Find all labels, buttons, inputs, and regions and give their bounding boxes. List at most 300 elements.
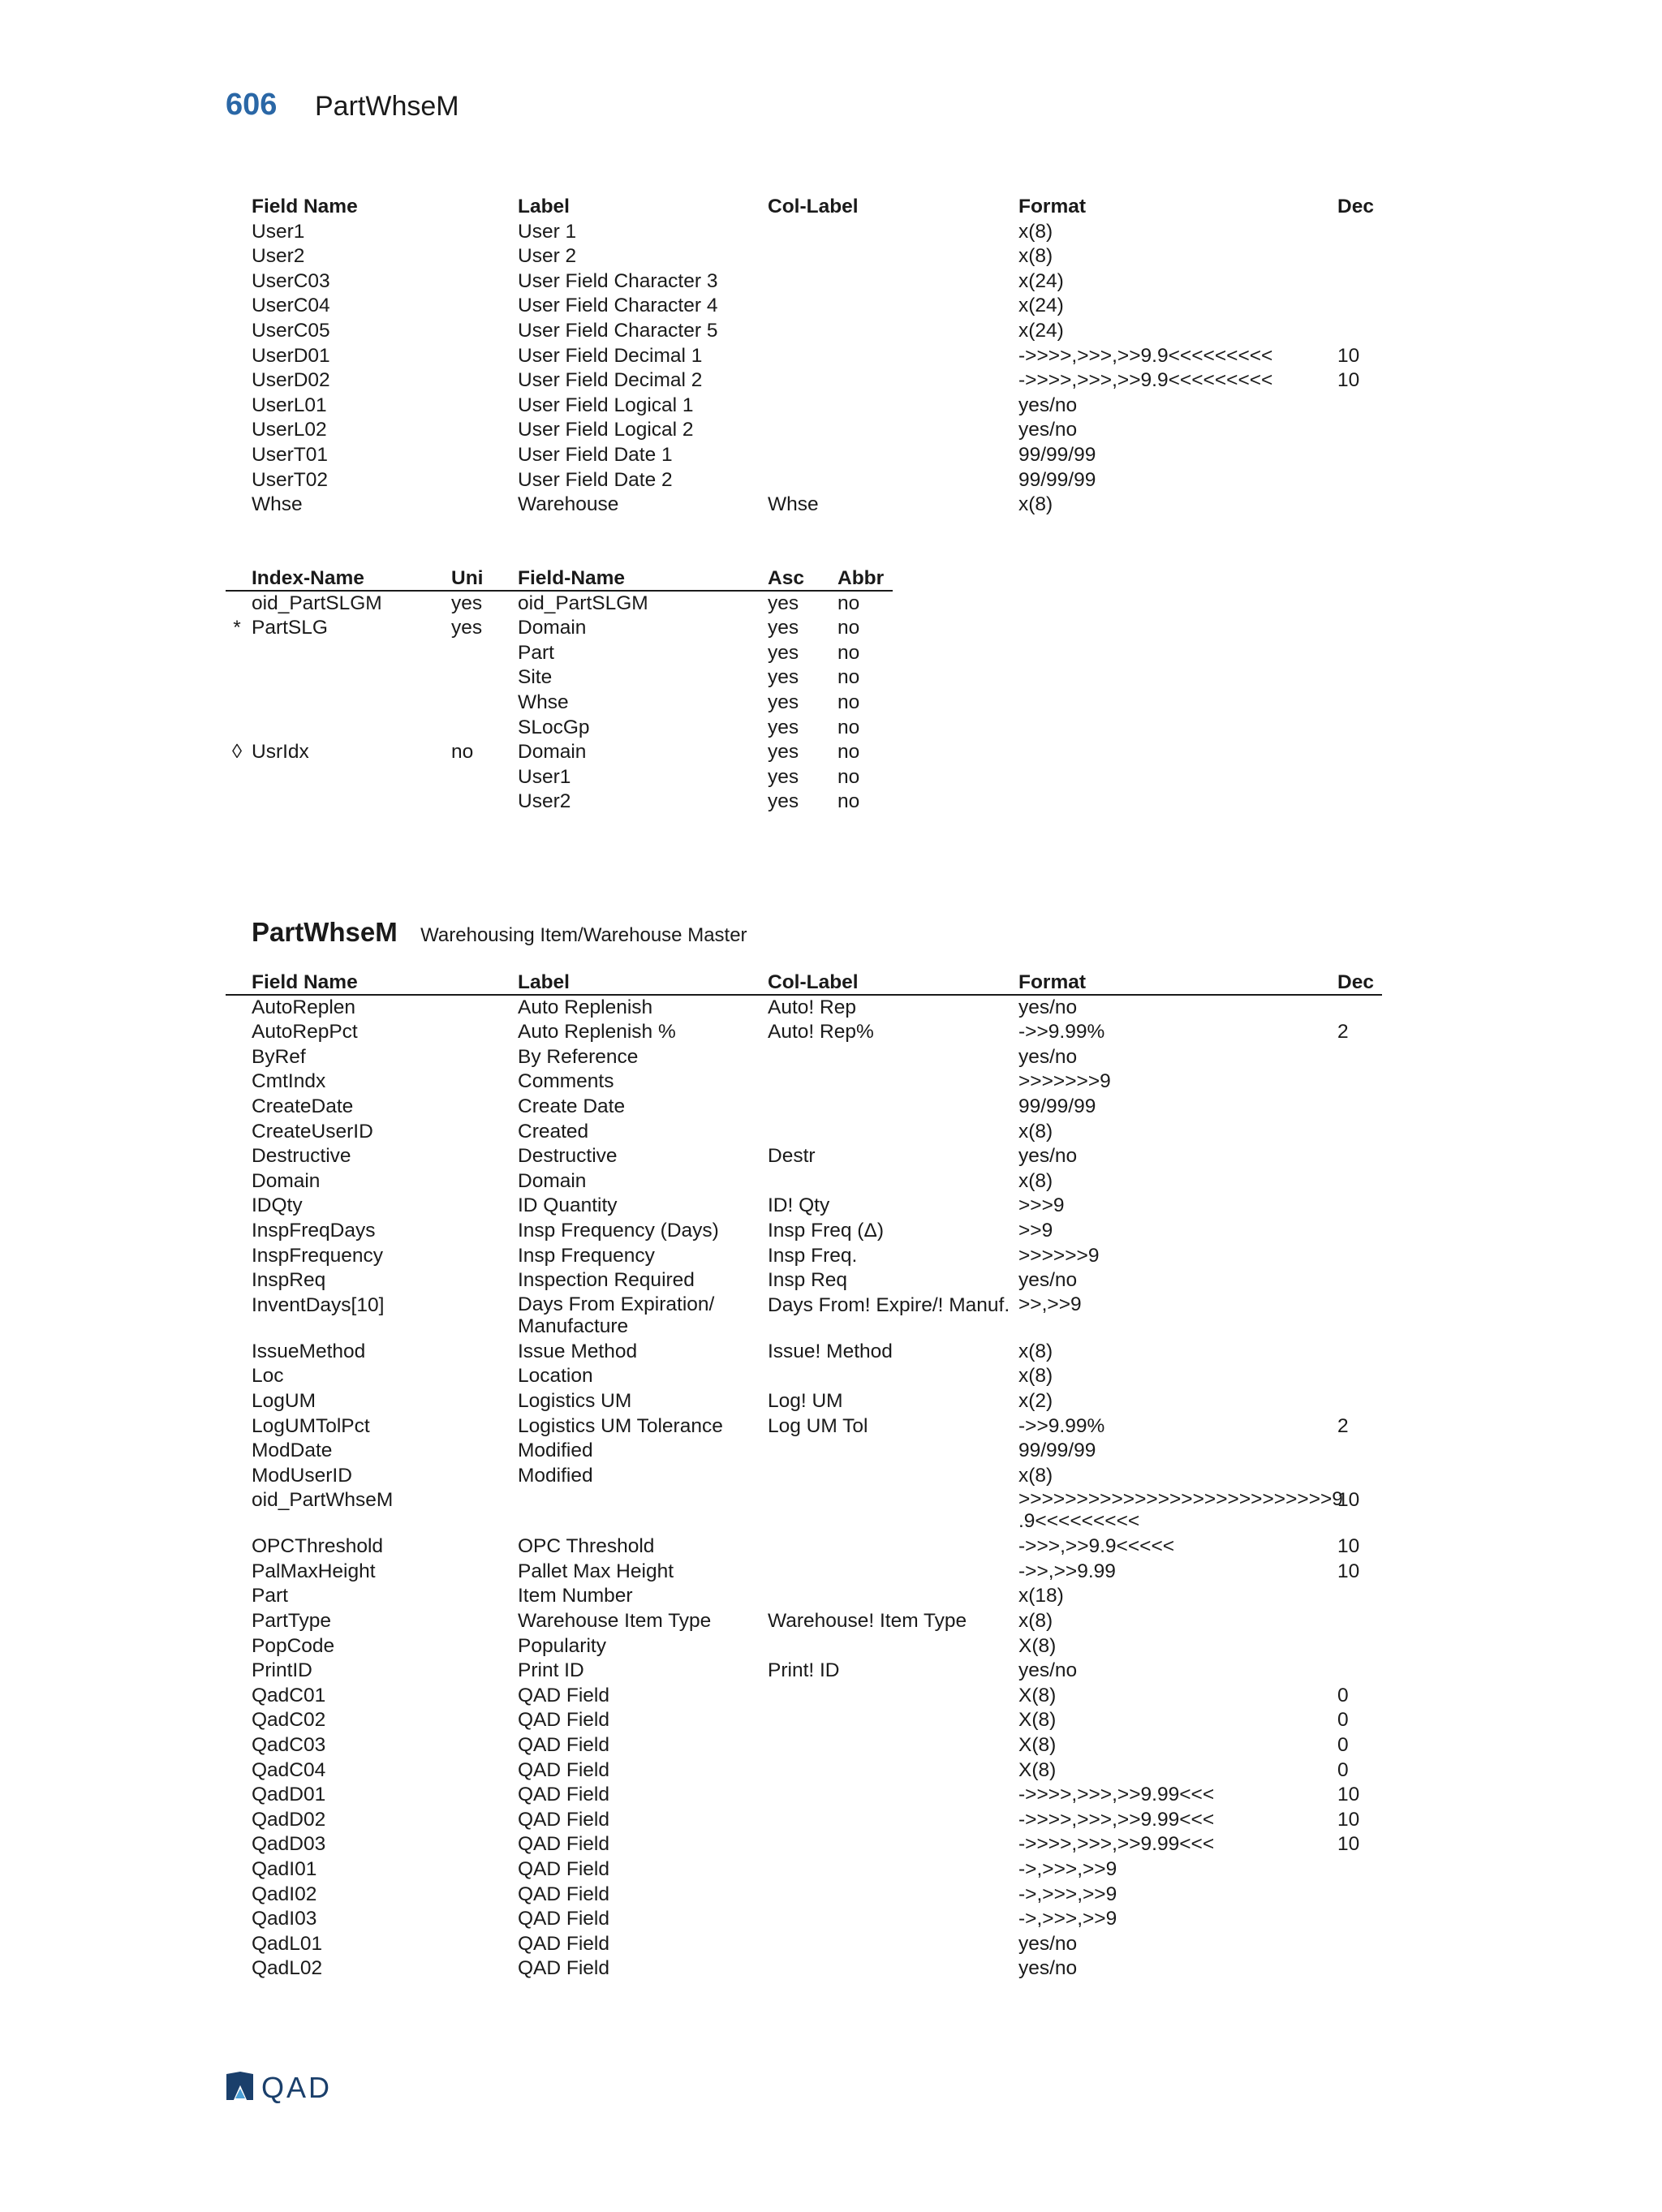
field-name-cell: IDQty	[252, 1194, 303, 1217]
abbr-cell: no	[837, 666, 860, 689]
label-cell: QAD Field	[518, 1758, 610, 1781]
label-cell: Print ID	[518, 1659, 584, 1682]
col-label-cell: Issue! Method	[768, 1340, 893, 1362]
table-row	[226, 592, 893, 617]
format-cell: x(8)	[1018, 1610, 1053, 1633]
label-cell: QAD Field	[518, 1734, 610, 1757]
dec-cell: 10	[1337, 344, 1360, 367]
label-cell: Comments	[518, 1070, 614, 1093]
table-row	[226, 1659, 1382, 1684]
table-row	[226, 468, 1382, 493]
format-cell: 99/99/99	[1018, 1095, 1096, 1117]
field-name-cell: QadI01	[252, 1858, 317, 1880]
label-cell: Logistics UM Tolerance	[518, 1414, 723, 1437]
label-cell: By Reference	[518, 1045, 639, 1068]
table-row	[226, 1534, 1382, 1560]
field-name-cell: Whse	[518, 691, 569, 713]
label-cell: User Field Date 1	[518, 443, 673, 466]
table-row	[226, 1169, 1382, 1194]
label-cell: QAD Field	[518, 1808, 610, 1831]
field-name-cell: UserL02	[252, 419, 327, 441]
format-cell: yes/no	[1018, 1269, 1078, 1292]
abbr-cell: no	[837, 617, 860, 639]
table-row	[226, 1414, 1382, 1440]
field-name-cell: AutoReplen	[252, 996, 356, 1018]
table-row	[226, 1095, 1382, 1120]
asc-cell: yes	[768, 617, 799, 639]
field-name-cell: UserD02	[252, 369, 330, 392]
format-cell: ->,>>>,>>9	[1018, 1908, 1117, 1930]
field-name-cell: QadD03	[252, 1833, 326, 1856]
table-header	[226, 195, 1382, 220]
field-name-cell: Part	[518, 641, 554, 664]
header-label: Label	[518, 196, 570, 217]
col-label-cell: Auto! Rep%	[768, 1021, 874, 1044]
label-cell: User Field Logical 2	[518, 419, 694, 441]
header-format: Format	[1018, 971, 1087, 993]
field-name-cell: CreateUserID	[252, 1120, 373, 1143]
table-row	[226, 1808, 1382, 1833]
label-cell: Auto Replenish %	[518, 1021, 676, 1044]
table-row	[226, 641, 893, 666]
field-name-cell: QadI02	[252, 1883, 317, 1905]
label-cell: QAD Field	[518, 1709, 610, 1732]
index-name-cell: UsrIdx	[252, 741, 309, 764]
format-cell: yes/no	[1018, 1045, 1078, 1068]
dec-cell: 2	[1337, 1021, 1349, 1044]
uni-cell: yes	[451, 592, 483, 614]
asc-cell: yes	[768, 765, 799, 788]
field-name-cell: User1	[518, 765, 571, 788]
field-name-cell: QadL02	[252, 1957, 323, 1980]
header-index-name: Index-Name	[252, 567, 364, 589]
label-cell: Auto Replenish	[518, 996, 653, 1018]
field-name-cell: PartType	[252, 1610, 332, 1633]
format-cell: x(24)	[1018, 269, 1064, 292]
table-row	[226, 1464, 1382, 1489]
header-asc: Asc	[768, 567, 804, 589]
format-cell: >>,>>9	[1018, 1293, 1082, 1315]
header-uni: Uni	[451, 567, 484, 589]
dec-cell: 0	[1337, 1758, 1349, 1781]
table-row	[226, 616, 893, 641]
field-name-cell: SLocGp	[518, 716, 590, 738]
table-row	[226, 319, 1382, 344]
format-cell: X(8)	[1018, 1758, 1057, 1781]
abbr-cell: no	[837, 691, 860, 713]
header-dec: Dec	[1337, 196, 1374, 217]
dec-cell: 10	[1337, 369, 1360, 392]
section-name: PartWhseM	[252, 917, 398, 947]
field-name-cell: CreateDate	[252, 1095, 354, 1117]
table-row	[226, 1020, 1382, 1045]
table-row	[226, 220, 1382, 245]
col-label-cell: Whse	[768, 493, 819, 516]
format-cell: x(8)	[1018, 1340, 1053, 1362]
format-cell: ->>>>,>>>,>>9.9<<<<<<<<<	[1018, 369, 1273, 392]
format-cell: yes/no	[1018, 1659, 1078, 1682]
format-cell: 99/99/99	[1018, 443, 1096, 466]
field-table-continued	[226, 195, 1382, 518]
label-cell: QAD Field	[518, 1833, 610, 1856]
format-cell: yes/no	[1018, 1932, 1078, 1955]
label-cell: QAD Field	[518, 1883, 610, 1905]
format-cell: 99/99/99	[1018, 1440, 1096, 1462]
label-cell: OPC Threshold	[518, 1535, 655, 1558]
field-name-cell: QadD01	[252, 1784, 326, 1806]
label-cell: Warehouse	[518, 493, 619, 516]
table-row	[226, 368, 1382, 394]
asc-cell: yes	[768, 790, 799, 813]
label-cell: Issue Method	[518, 1340, 638, 1362]
field-name-cell: PopCode	[252, 1634, 335, 1657]
dec-cell: 10	[1337, 1535, 1360, 1558]
dec-cell: 0	[1337, 1709, 1349, 1732]
table-row	[226, 1956, 1382, 1982]
field-name-cell: OPCThreshold	[252, 1535, 384, 1558]
header-format: Format	[1018, 196, 1087, 217]
field-name-cell: Destructive	[252, 1145, 351, 1168]
field-name-cell: User2	[518, 790, 571, 813]
format-cell: ->>>,>>9.9<<<<<	[1018, 1535, 1175, 1558]
header-label: Label	[518, 971, 570, 993]
label-cell: Days From Expiration/ Manufacture	[518, 1293, 715, 1337]
field-name-cell: Loc	[252, 1365, 284, 1388]
label-cell: QAD Field	[518, 1684, 610, 1706]
field-name-cell: UserT01	[252, 443, 328, 466]
label-cell: Logistics UM	[518, 1389, 632, 1412]
dec-cell: 2	[1337, 1414, 1349, 1437]
table-row	[226, 1219, 1382, 1244]
format-cell: x(2)	[1018, 1389, 1053, 1412]
table-row	[226, 1364, 1382, 1389]
field-name-cell: AutoRepPct	[252, 1021, 358, 1044]
dec-cell: 10	[1337, 1833, 1360, 1856]
field-name-cell: QadD02	[252, 1808, 326, 1831]
format-cell: x(18)	[1018, 1585, 1064, 1607]
header-field-name: Field Name	[252, 196, 358, 217]
format-cell: yes/no	[1018, 1145, 1078, 1168]
abbr-cell: no	[837, 641, 860, 664]
label-cell: QAD Field	[518, 1932, 610, 1955]
label-cell: User 2	[518, 245, 577, 268]
format-cell: >>9	[1018, 1219, 1053, 1242]
table-row	[226, 269, 1382, 295]
table-row	[226, 1609, 1382, 1634]
col-label-cell: Warehouse! Item Type	[768, 1610, 967, 1633]
label-cell: Popularity	[518, 1634, 606, 1657]
field-name-cell: InventDays[10]	[252, 1293, 385, 1316]
col-label-cell: Destr	[768, 1145, 816, 1168]
field-name-cell: QadI03	[252, 1908, 317, 1930]
format-cell: X(8)	[1018, 1709, 1057, 1732]
abbr-cell: no	[837, 765, 860, 788]
table-row	[226, 765, 893, 790]
table-row	[226, 1340, 1382, 1365]
label-cell: QAD Field	[518, 1858, 610, 1880]
header-field-name: Field Name	[252, 971, 358, 993]
dec-cell: 0	[1337, 1684, 1349, 1706]
col-label-cell: Days From! Expire/! Manuf.	[768, 1293, 1010, 1316]
abbr-cell: no	[837, 741, 860, 764]
asc-cell: yes	[768, 592, 799, 614]
label-cell: User Field Logical 1	[518, 394, 694, 416]
field-table-partwhsem	[226, 970, 1382, 1982]
table-row	[226, 1144, 1382, 1169]
abbr-cell: no	[837, 716, 860, 738]
label-cell: Domain	[518, 1169, 587, 1192]
table-body	[226, 220, 1382, 518]
table-row	[226, 716, 893, 741]
header-field-name: Field-Name	[518, 567, 626, 589]
label-cell: User Field Character 5	[518, 319, 718, 342]
format-cell: x(8)	[1018, 1120, 1053, 1143]
field-name-cell: InspFrequency	[252, 1244, 384, 1267]
abbr-cell: no	[837, 592, 860, 614]
dec-cell: 10	[1337, 1784, 1360, 1806]
table-row	[226, 740, 893, 765]
table-row	[226, 1045, 1382, 1070]
col-label-cell: Auto! Rep	[768, 996, 856, 1018]
field-name-cell: QadC02	[252, 1709, 326, 1732]
table-row	[226, 1708, 1382, 1733]
col-label-cell: Print! ID	[768, 1659, 840, 1682]
table-row	[226, 1293, 1382, 1340]
label-cell: QAD Field	[518, 1957, 610, 1980]
uni-cell: yes	[451, 617, 483, 639]
label-cell: Modified	[518, 1464, 593, 1487]
table-row	[226, 1684, 1382, 1709]
asc-cell: yes	[768, 691, 799, 713]
format-cell: ->>>>,>>>,>>9.99<<<	[1018, 1833, 1215, 1856]
field-name-cell: Whse	[252, 493, 303, 516]
label-cell: Location	[518, 1365, 593, 1388]
table-row	[226, 1069, 1382, 1095]
format-cell: x(8)	[1018, 220, 1053, 243]
format-cell: X(8)	[1018, 1734, 1057, 1757]
field-name-cell: oid_PartWhseM	[252, 1489, 394, 1512]
field-name-cell: ByRef	[252, 1045, 306, 1068]
table-header	[226, 970, 1382, 996]
field-name-cell: InspReq	[252, 1269, 326, 1292]
col-label-cell: ID! Qty	[768, 1194, 830, 1217]
format-cell: x(8)	[1018, 1365, 1053, 1388]
format-cell: ->>,>>9.99	[1018, 1560, 1116, 1582]
format-cell: ->>>>,>>>,>>9.99<<<	[1018, 1784, 1215, 1806]
table-row	[226, 691, 893, 716]
label-cell: User Field Decimal 1	[518, 344, 703, 367]
format-cell: ->,>>>,>>9	[1018, 1883, 1117, 1905]
uni-cell: no	[451, 741, 474, 764]
section-heading	[252, 917, 747, 948]
header-col-label: Col-Label	[768, 196, 859, 217]
dec-cell: 10	[1337, 1808, 1360, 1831]
format-cell: >>>>>>>9	[1018, 1070, 1111, 1093]
asc-cell: yes	[768, 641, 799, 664]
table-row	[226, 394, 1382, 419]
index-name-cell: PartSLG	[252, 617, 328, 639]
col-label-cell: Log! UM	[768, 1389, 843, 1412]
field-name-cell: QadL01	[252, 1932, 323, 1955]
table-row	[226, 790, 893, 815]
field-name-cell: UserT02	[252, 468, 328, 491]
col-label-cell: Insp Req	[768, 1269, 848, 1292]
qad-logo	[224, 2069, 354, 2105]
table-row	[226, 1907, 1382, 1932]
table-row	[226, 1883, 1382, 1908]
label-cell: ID Quantity	[518, 1194, 618, 1217]
table-body	[226, 996, 1382, 1982]
field-name-cell: QadC03	[252, 1734, 326, 1757]
index-name-cell: oid_PartSLGM	[252, 592, 382, 614]
field-name-cell: IssueMethod	[252, 1340, 366, 1362]
table-row	[226, 1932, 1382, 1957]
field-name-cell: Domain	[518, 617, 587, 639]
col-label-cell: Insp Freq (Δ)	[768, 1219, 884, 1242]
table-row	[226, 1634, 1382, 1659]
label-cell: Create Date	[518, 1095, 626, 1117]
col-label-cell: Log UM Tol	[768, 1414, 868, 1437]
format-cell: ->>>>,>>>,>>9.99<<<	[1018, 1808, 1215, 1831]
label-cell: Pallet Max Height	[518, 1560, 674, 1582]
format-cell: yes/no	[1018, 419, 1078, 441]
format-cell: yes/no	[1018, 996, 1078, 1018]
label-cell: Insp Frequency	[518, 1244, 655, 1267]
field-name-cell: QadC01	[252, 1684, 326, 1706]
format-cell: x(24)	[1018, 319, 1064, 342]
field-name-cell: PalMaxHeight	[252, 1560, 376, 1582]
table-row	[226, 1389, 1382, 1414]
table-row	[226, 443, 1382, 468]
asc-cell: yes	[768, 666, 799, 689]
field-name-cell: oid_PartSLGM	[518, 592, 648, 614]
table-row	[226, 1857, 1382, 1883]
field-name-cell: Site	[518, 666, 553, 689]
dec-cell: 10	[1337, 1489, 1360, 1512]
label-cell: Inspection Required	[518, 1269, 695, 1292]
format-cell: X(8)	[1018, 1684, 1057, 1706]
field-name-cell: CmtIndx	[252, 1070, 326, 1093]
label-cell: User Field Character 4	[518, 295, 718, 317]
table-row	[226, 1244, 1382, 1269]
table-row	[226, 1584, 1382, 1609]
table-row	[226, 1832, 1382, 1857]
label-cell: User Field Date 2	[518, 468, 673, 491]
table-row	[226, 1758, 1382, 1784]
label-cell: User Field Character 3	[518, 269, 718, 292]
table-row	[226, 996, 1382, 1021]
header-col-label: Col-Label	[768, 971, 859, 993]
field-name-cell: Part	[252, 1585, 288, 1607]
format-cell: yes/no	[1018, 1957, 1078, 1980]
table-row	[226, 1439, 1382, 1464]
field-name-cell: InspFreqDays	[252, 1219, 376, 1242]
asc-cell: yes	[768, 716, 799, 738]
format-cell: ->>9.99%	[1018, 1021, 1105, 1044]
table-row	[226, 665, 893, 691]
page-title: PartWhseM	[315, 91, 459, 122]
table-row	[226, 344, 1382, 369]
header-dec: Dec	[1337, 971, 1374, 993]
table-row	[226, 1194, 1382, 1219]
table-row	[226, 1733, 1382, 1758]
field-name-cell: ModUserID	[252, 1464, 352, 1487]
label-cell: User Field Decimal 2	[518, 369, 703, 392]
label-cell: Modified	[518, 1440, 593, 1462]
table-row	[226, 1783, 1382, 1808]
table-row	[226, 493, 1382, 518]
format-cell: yes/no	[1018, 394, 1078, 416]
table-body	[226, 592, 893, 815]
table-row	[226, 418, 1382, 443]
field-name-cell: Domain	[252, 1169, 321, 1192]
field-name-cell: UserL01	[252, 394, 327, 416]
table-row	[226, 1560, 1382, 1585]
field-name-cell: PrintID	[252, 1659, 312, 1682]
logo-text: QAD	[261, 2071, 333, 2104]
table-header	[226, 566, 893, 592]
index-marker: *	[233, 617, 241, 639]
field-name-cell: LogUM	[252, 1389, 316, 1412]
dec-cell: 0	[1337, 1734, 1349, 1757]
label-cell: User 1	[518, 220, 577, 243]
table-row	[226, 294, 1382, 319]
format-cell: >>>9	[1018, 1194, 1065, 1217]
format-cell: 99/99/99	[1018, 468, 1096, 491]
label-cell: QAD Field	[518, 1784, 610, 1806]
format-cell: ->>9.99%	[1018, 1414, 1105, 1437]
field-name-cell: Domain	[518, 741, 587, 764]
format-cell: >>>>>>9	[1018, 1244, 1100, 1267]
abbr-cell: no	[837, 790, 860, 813]
table-row	[226, 1488, 1382, 1534]
label-cell: Warehouse Item Type	[518, 1610, 712, 1633]
section-description: Warehousing Item/Warehouse Master	[420, 924, 747, 946]
field-name-cell: QadC04	[252, 1758, 326, 1781]
format-cell: x(8)	[1018, 245, 1053, 268]
field-name-cell: ModDate	[252, 1440, 333, 1462]
format-cell: X(8)	[1018, 1634, 1057, 1657]
field-name-cell: LogUMTolPct	[252, 1414, 370, 1437]
asc-cell: yes	[768, 741, 799, 764]
format-cell: x(8)	[1018, 1464, 1053, 1487]
col-label-cell: Insp Freq.	[768, 1244, 858, 1267]
dec-cell: 10	[1337, 1560, 1360, 1582]
field-name-cell: UserC05	[252, 319, 330, 342]
field-name-cell: User1	[252, 220, 305, 243]
format-cell: ->>>>,>>>,>>9.9<<<<<<<<<	[1018, 344, 1273, 367]
index-table	[226, 566, 893, 815]
format-cell: >>>>>>>>>>>>>>>>>>>>>>>>>>>9 .9<<<<<<<<<	[1018, 1488, 1343, 1533]
format-cell: ->,>>>,>>9	[1018, 1858, 1117, 1880]
table-row	[226, 1120, 1382, 1145]
label-cell: Created	[518, 1120, 589, 1143]
label-cell: Item Number	[518, 1585, 633, 1607]
table-row	[226, 244, 1382, 269]
table-row	[226, 1268, 1382, 1293]
label-cell: Insp Frequency (Days)	[518, 1219, 719, 1242]
format-cell: x(8)	[1018, 493, 1053, 516]
header-abbr: Abbr	[837, 567, 885, 589]
field-name-cell: UserC04	[252, 295, 330, 317]
field-name-cell: UserD01	[252, 344, 330, 367]
label-cell: QAD Field	[518, 1908, 610, 1930]
format-cell: x(8)	[1018, 1169, 1053, 1192]
page-number: 606	[226, 88, 278, 122]
label-cell: Destructive	[518, 1145, 618, 1168]
index-marker: ◊	[231, 741, 243, 764]
format-cell: x(24)	[1018, 295, 1064, 317]
